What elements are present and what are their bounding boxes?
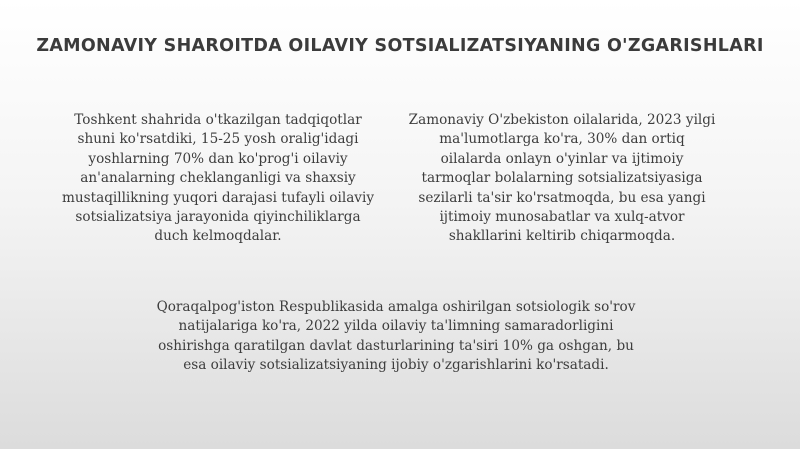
slide-title: ZAMONAVIY SHAROITDA OILAVIY SOTSIALIZATSIYANING O'ZGARISHLARI (36, 36, 764, 56)
paragraph-left: Toshkent shahrida o'tkazilgan tadqiqotlar shuni ko'rsatdiki, 15-25 yosh oralig'idagi yoshlarning 70% dan ko'prog'i oilaviy an'analarning cheklanganligi va shaxsiy mustaqillikning yuqori darajasi tufayli oilaviy sotsializatsiya jarayonida qiyinchiliklarga duch kelmoqdalar. (62, 112, 374, 245)
paragraph-bottom: Qoraqalpog'iston Respublikasida amalga oshirilgan sotsiologik so'rov natijalariga ko'ra, 2022 yilda oilaviy ta'limning samaradorligini oshirishga qaratilgan davlat dasturlarining ta'siri 10% ga oshgan, bu esa oilaviy sotsializatsiyaning ijobiy o'zgarishlarini ko'rsatadi. (156, 299, 636, 374)
paragraph-right: Zamonaviy O'zbekiston oilalarida, 2023 yilgi ma'lumotlarga ko'ra, 30% dan ortiq oilalarda onlayn o'yinlar va ijtimoiy tarmoqlar bolalarning sotsializatsiyasiga sezilarli ta'sir ko'rsatmoqda, bu esa yangi ijtimoiy munosabatlar va xulq-atvor shakllarini keltirib chiqarmoqda. (408, 112, 716, 245)
